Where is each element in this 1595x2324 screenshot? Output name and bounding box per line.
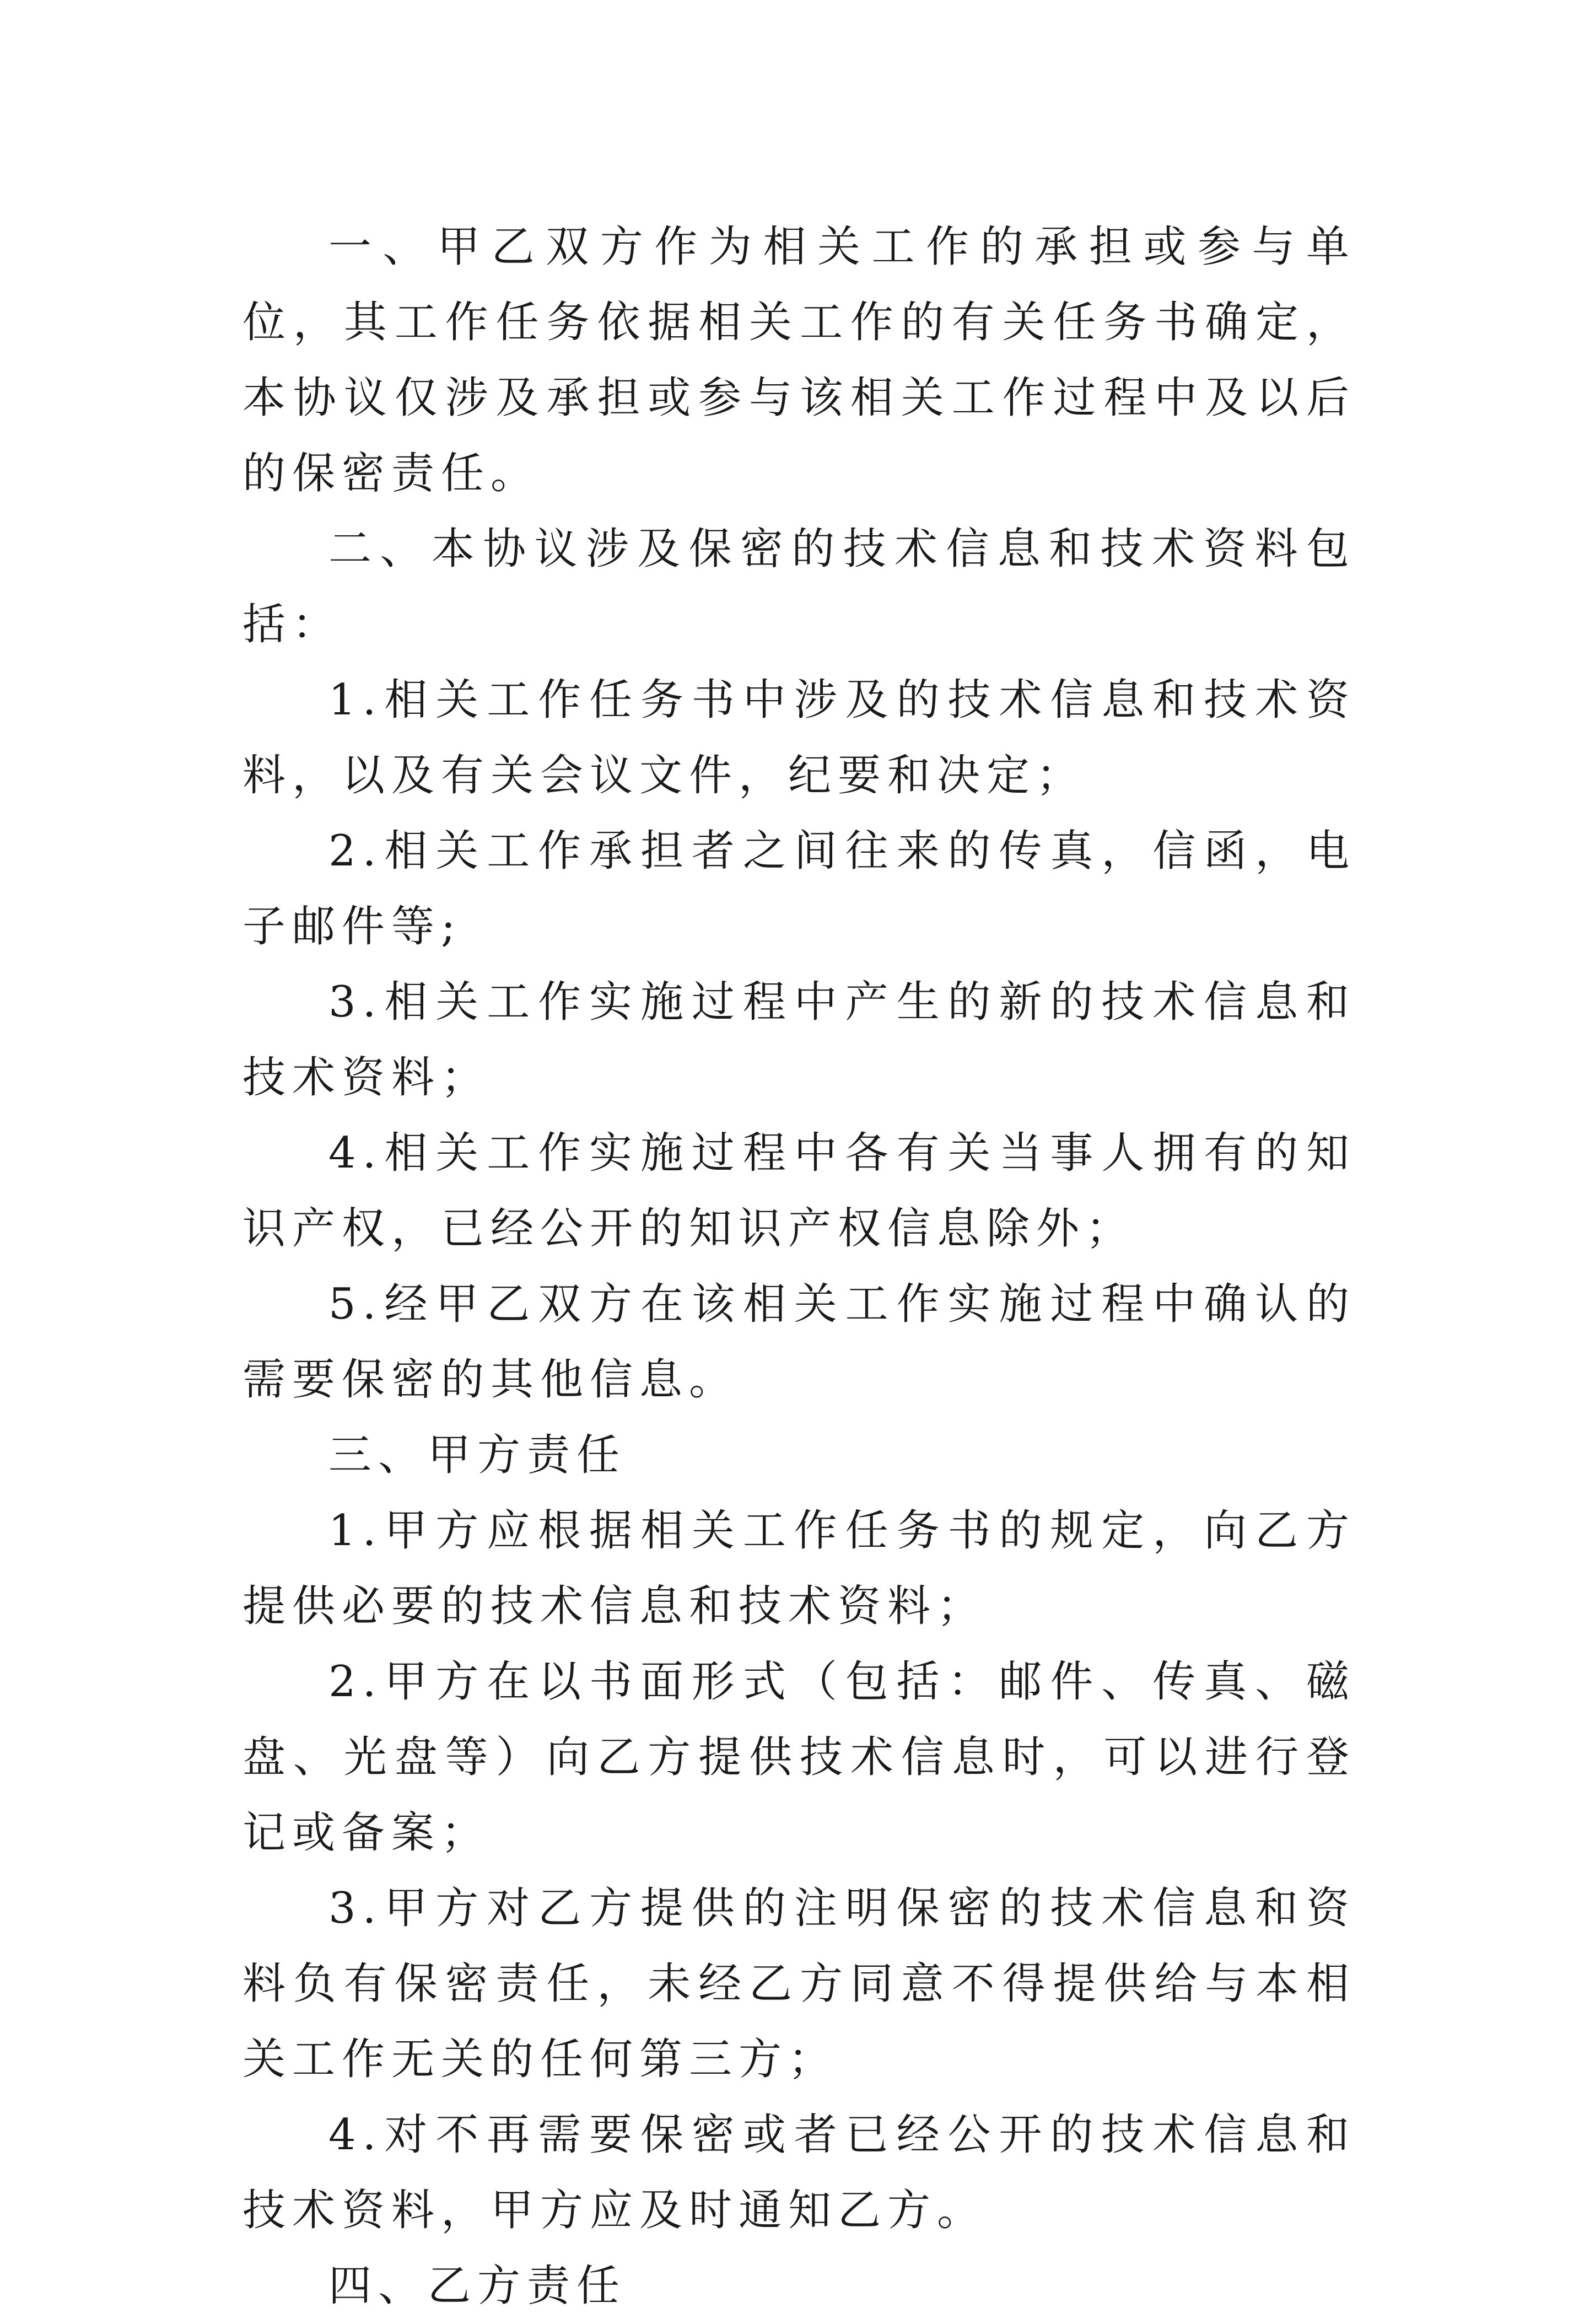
paragraph-11: 3.甲方对乙方提供的注明保密的技术信息和资料负有保密责任，未经乙方同意不得提供给与本相关工作无关的任何第三方； (243, 1884, 1356, 2084)
paragraph-5: 3.相关工作实施过程中产生的新的技术信息和技术资料； (243, 977, 1356, 1102)
paragraph-8: 三、甲方责任 (328, 1430, 627, 1480)
paragraph-6: 4.相关工作实施过程中各有关当事人拥有的知识产权，已经公开的知识产权信息除外； (243, 1128, 1356, 1254)
paragraph-12: 4.对不再需要保密或者已经公开的技术信息和技术资料，甲方应及时通知乙方。 (243, 2110, 1356, 2235)
paragraph-3: 1.相关工作任务书中涉及的技术信息和技术资料，以及有关会议文件，纪要和决定； (243, 675, 1356, 800)
document-body (243, 209, 1356, 2324)
paragraph-13: 四、乙方责任 (328, 2261, 627, 2311)
paragraph-10: 2.甲方在以书面形式（包括：邮件、传真、磁盘、光盘等）向乙方提供技术信息时，可以进行登记或备案； (243, 1657, 1356, 1858)
paragraph-1: 一、甲乙双方作为相关工作的承担或参与单位，其工作任务依据相关工作的有关任务书确定，本协议仅涉及承担或参与该相关工作过程中及以后的保密责任。 (243, 222, 1356, 498)
paragraph-9: 1.甲方应根据相关工作任务书的规定，向乙方提供必要的技术信息和技术资料； (243, 1506, 1356, 1631)
paragraph-2: 二、本协议涉及保密的技术信息和技术资料包括： (243, 524, 1356, 649)
paragraph-4: 2.相关工作承担者之间往来的传真，信函，电子邮件等; (243, 826, 1356, 951)
paragraph-7: 5.经甲乙双方在该相关工作实施过程中确认的需要保密的其他信息。 (243, 1279, 1356, 1405)
